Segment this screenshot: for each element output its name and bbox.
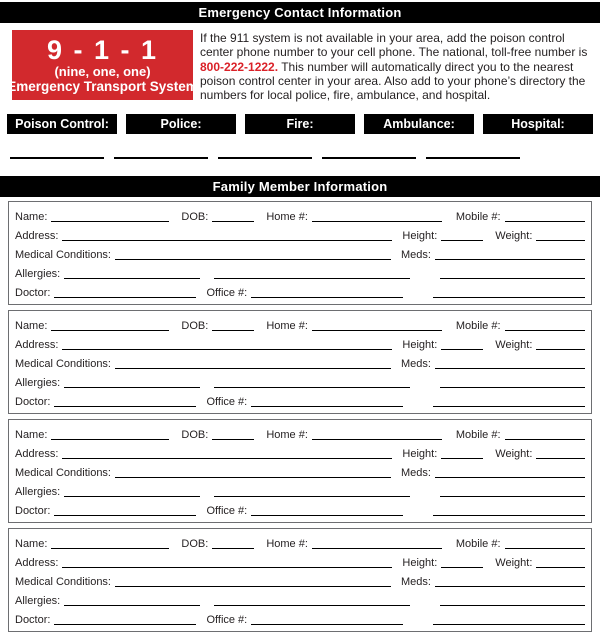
office-phone-field-line[interactable] [251,406,403,407]
allergies-field-line[interactable] [64,605,200,606]
meds-field-line[interactable] [435,477,585,478]
meds-label: Meds: [401,249,431,262]
family-member-block [8,528,592,632]
dob-field-line[interactable] [212,221,254,222]
meds-extra-field-line-1[interactable] [440,496,585,497]
911-subtitle: Emergency Transport System [7,78,198,94]
home-phone-field-line[interactable] [312,548,442,549]
meds-extra-field-line-1[interactable] [440,278,585,279]
contact-label-box-ambulance: Ambulance: [364,114,474,134]
allergies-field-line[interactable] [64,278,200,279]
weight-field-line[interactable] [536,240,585,241]
meds-field-line[interactable] [435,259,585,260]
mobile-phone-label: Mobile #: [455,320,501,333]
meds-field-line[interactable] [435,368,585,369]
name-field-line[interactable] [51,221,169,222]
allergies-label: Allergies: [15,595,61,608]
paragraph-text-before: If the 911 system is not available in your area, add the poison control center phone number to your cell phone. The national, toll-free number is [200,31,588,60]
office-phone-field-line[interactable] [251,515,403,516]
family-member-block [8,201,592,305]
meds-extra-field-line-2[interactable] [433,515,585,516]
address-label: Address: [15,557,59,570]
contact-number-field-line[interactable] [114,157,208,159]
mobile-phone-label: Mobile #: [455,538,501,551]
poison-control-paragraph [200,30,596,102]
name-label: Name: [15,429,48,442]
doctor-field-line[interactable] [54,515,196,516]
member-row-4 [15,263,585,282]
allergies-label: Allergies: [15,486,61,499]
member-row-2 [15,552,585,571]
dob-label: DOB: [181,429,209,442]
dob-field-line[interactable] [212,439,254,440]
dob-label: DOB: [181,211,209,224]
doctor-field-line[interactable] [54,297,196,298]
weight-label: Weight: [495,557,533,570]
member-row-2 [15,225,585,244]
meds-label: Meds: [401,358,431,371]
name-field-line[interactable] [51,439,169,440]
mobile-phone-label: Mobile #: [455,211,501,224]
weight-label: Weight: [495,339,533,352]
address-label: Address: [15,448,59,461]
member-row-3 [15,244,585,263]
mobile-phone-label: Mobile #: [455,429,501,442]
name-field-line[interactable] [51,548,169,549]
home-phone-label: Home #: [266,320,308,333]
medical-conditions-field-line[interactable] [115,586,391,587]
family-members-list [0,201,600,632]
contact-number-field-line[interactable] [426,157,520,159]
intro-section [7,30,596,103]
office-phone-field-line[interactable] [251,624,403,625]
home-phone-label: Home #: [266,211,308,224]
medical-conditions-field-line[interactable] [115,477,391,478]
doctor-label: Doctor: [15,505,51,518]
mobile-phone-field-line[interactable] [505,439,585,440]
height-label: Height: [402,339,438,352]
meds-field-line[interactable] [435,586,585,587]
height-label: Height: [402,230,438,243]
office-phone-label: Office #: [206,614,248,627]
name-field-line[interactable] [51,330,169,331]
home-phone-field-line[interactable] [312,439,442,440]
meds-extra-field-line-2[interactable] [433,624,585,625]
meds-label: Meds: [401,467,431,480]
height-field-line[interactable] [441,349,483,350]
contact-label-box-police: Police: [126,114,236,134]
member-row-1 [15,424,585,443]
emergency-contacts-blank-lines [10,157,600,159]
contact-number-field-line[interactable] [322,157,416,159]
name-label: Name: [15,211,48,224]
mobile-phone-field-line[interactable] [505,330,585,331]
contact-label-box-poisoncontrol: Poison Control: [7,114,117,134]
member-row-5 [15,609,585,628]
doctor-label: Doctor: [15,614,51,627]
family-member-block [8,310,592,414]
member-row-1 [15,533,585,552]
allergies-extra-field-line[interactable] [214,605,410,606]
member-row-4 [15,481,585,500]
member-row-4 [15,372,585,391]
height-field-line[interactable] [441,458,483,459]
poison-control-phone-number: 800-222-1222. [200,59,279,74]
medical-conditions-field-line[interactable] [115,368,391,369]
contact-label-box-hospital: Hospital: [483,114,593,134]
member-row-2 [15,443,585,462]
member-row-3 [15,462,585,481]
family-section-title: Family Member Information [0,176,600,197]
address-label: Address: [15,339,59,352]
allergies-extra-field-line[interactable] [214,496,410,497]
meds-label: Meds: [401,576,431,589]
member-row-4 [15,590,585,609]
weight-field-line[interactable] [536,349,585,350]
address-field-line[interactable] [62,349,392,350]
office-phone-field-line[interactable] [251,297,403,298]
contact-number-field-line[interactable] [10,157,104,159]
doctor-label: Doctor: [15,287,51,300]
medical-conditions-field-line[interactable] [115,259,391,260]
home-phone-field-line[interactable] [312,330,442,331]
contact-number-field-line[interactable] [218,157,312,159]
height-field-line[interactable] [441,567,483,568]
member-row-5 [15,282,585,301]
name-label: Name: [15,538,48,551]
height-field-line[interactable] [441,240,483,241]
member-row-1 [15,206,585,225]
doctor-field-line[interactable] [54,406,196,407]
emergency-contacts-row [7,114,593,134]
address-field-line[interactable] [62,567,392,568]
mobile-phone-field-line[interactable] [505,548,585,549]
weight-field-line[interactable] [536,567,585,568]
office-phone-label: Office #: [206,396,248,409]
member-row-2 [15,334,585,353]
allergies-extra-field-line[interactable] [214,387,410,388]
home-phone-label: Home #: [266,538,308,551]
weight-field-line[interactable] [536,458,585,459]
911-words: (nine, one, one) [54,63,151,79]
meds-extra-field-line-1[interactable] [440,387,585,388]
mobile-phone-field-line[interactable] [505,221,585,222]
allergies-field-line[interactable] [64,496,200,497]
height-label: Height: [402,448,438,461]
weight-label: Weight: [495,230,533,243]
office-phone-label: Office #: [206,287,248,300]
meds-extra-field-line-1[interactable] [440,605,585,606]
doctor-field-line[interactable] [54,624,196,625]
dob-label: DOB: [181,538,209,551]
allergies-field-line[interactable] [64,387,200,388]
medical-conditions-label: Medical Conditions: [15,358,111,371]
meds-extra-field-line-2[interactable] [433,406,585,407]
dob-field-line[interactable] [212,330,254,331]
name-label: Name: [15,320,48,333]
medical-conditions-label: Medical Conditions: [15,576,111,589]
weight-label: Weight: [495,448,533,461]
member-row-5 [15,391,585,410]
member-row-1 [15,315,585,334]
home-phone-label: Home #: [266,429,308,442]
height-label: Height: [402,557,438,570]
family-member-block [8,419,592,523]
page-title: Emergency Contact Information [0,2,600,23]
medical-conditions-label: Medical Conditions: [15,249,111,262]
address-field-line[interactable] [62,240,392,241]
meds-extra-field-line-2[interactable] [433,297,585,298]
911-number: 9 - 1 - 1 [46,34,159,65]
medical-conditions-label: Medical Conditions: [15,467,111,480]
address-label: Address: [15,230,59,243]
member-row-5 [15,500,585,519]
member-row-3 [15,571,585,590]
911-red-box [7,30,198,100]
home-phone-field-line[interactable] [312,221,442,222]
office-phone-label: Office #: [206,505,248,518]
allergies-extra-field-line[interactable] [214,278,410,279]
doctor-label: Doctor: [15,396,51,409]
allergies-label: Allergies: [15,377,61,390]
contact-label-box-fire: Fire: [245,114,355,134]
allergies-label: Allergies: [15,268,61,281]
member-row-3 [15,353,585,372]
dob-label: DOB: [181,320,209,333]
address-field-line[interactable] [62,458,392,459]
dob-field-line[interactable] [212,548,254,549]
paragraph-text-after: This number will automatically direct you to the nearest poison control center in your area. Also add to your phone’s directory the numbers for local police, fire, ambulance, and hospital. [200,59,586,103]
